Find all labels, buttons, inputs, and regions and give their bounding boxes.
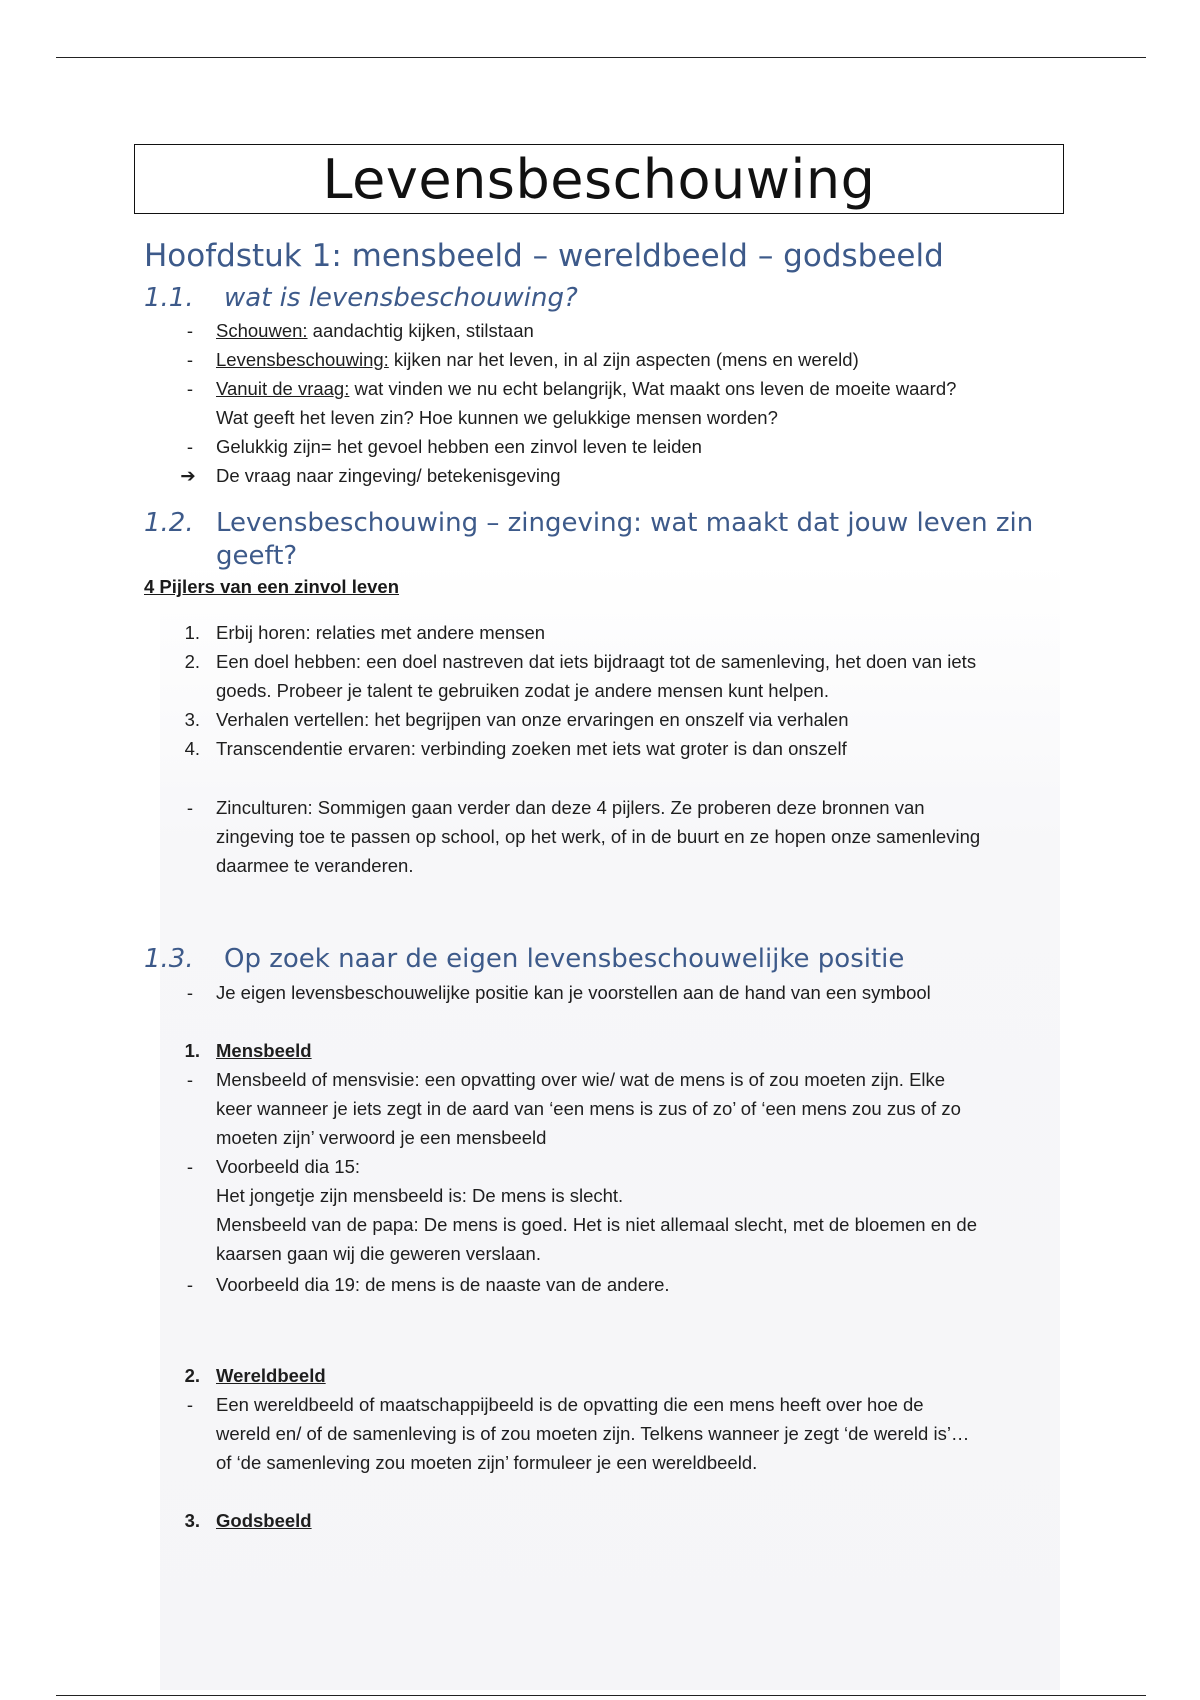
part-title: Wereldbeeld: [216, 1365, 326, 1386]
numbered-item: [184, 734, 1056, 763]
item-number: 1.: [184, 622, 200, 643]
item-number: 4.: [184, 738, 200, 759]
item-text: Verhalen vertellen: het begrijpen van onze ervaringen en onszelf via verhalen: [216, 709, 849, 730]
term: Levensbeschouwing:: [216, 349, 389, 370]
section-number: 1.1.: [144, 283, 194, 313]
item-text: Transcendentie ervaren: verbinding zoeken met iets wat groter is dan onszelf: [216, 738, 847, 759]
list-item: [186, 978, 1056, 1007]
part-title: Godsbeeld: [216, 1510, 312, 1531]
conclusion: De vraag naar zingeving/ betekenisgeving: [216, 465, 561, 486]
dash-marker: -: [186, 797, 194, 818]
definition: Gelukkig zijn= het gevoel hebben een zinvol leven te leiden: [216, 436, 702, 457]
pillars-subheading: 4 Pijlers van een zinvol leven: [144, 576, 400, 597]
item-text: zingeving toe te passen op school, op het werk, of in de buurt en ze hopen onze samenleving: [216, 826, 981, 847]
numbered-item: [184, 705, 1056, 734]
section-title: [216, 507, 1096, 573]
item-text: goeds. Probeer je talent te gebruiken zodat je andere mensen kunt helpen.: [216, 680, 829, 701]
list-item: [186, 1270, 1056, 1299]
list-item: [186, 1065, 1056, 1152]
item-text: Voorbeeld dia 15:: [216, 1156, 361, 1177]
item-text: keer wanneer je iets zegt in de aard van ‘een mens is zus of zo’ of ‘een mens zou zus of zo: [216, 1098, 961, 1119]
dash-marker: -: [186, 436, 194, 457]
arrow-icon: ➔: [180, 465, 196, 486]
definition: aandachtig kijken, stilstaan: [307, 320, 534, 341]
item-text: moeten zijn’ verwoord je een mensbeeld: [216, 1127, 547, 1148]
definition: kijken nar het leven, in al zijn aspecten (mens en wereld): [388, 349, 859, 370]
numbered-item: [184, 1361, 1056, 1390]
list-item: [186, 793, 1056, 880]
list-item: [186, 1152, 1056, 1268]
section-number: 1.2.: [144, 508, 194, 538]
dash-marker: -: [186, 1069, 194, 1090]
list-item: [186, 1390, 1056, 1477]
term: Vanuit de vraag:: [216, 378, 350, 399]
bottom-rule: [56, 1695, 1146, 1696]
dash-marker: -: [186, 1394, 194, 1415]
item-text: Zinculturen: Sommigen gaan verder dan deze 4 pijlers. Ze proberen deze bronnen van: [216, 797, 925, 818]
list-item: [180, 461, 1056, 490]
numbered-item: [184, 618, 1056, 647]
dash-marker: -: [186, 982, 194, 1003]
dash-marker: -: [186, 1156, 194, 1177]
definition: wat vinden we nu echt belangrijk, Wat maakt ons leven de moeite waard?: [349, 378, 957, 399]
dash-marker: -: [186, 378, 194, 399]
item-text: Erbij horen: relaties met andere mensen: [216, 622, 546, 643]
item-number: 1.: [184, 1040, 200, 1061]
section-title: Op zoek naar de eigen levensbeschouwelijke positie: [224, 944, 905, 974]
dash-marker: -: [186, 320, 194, 341]
section-title-line: geeft?: [216, 541, 298, 571]
part-title: Mensbeeld: [216, 1040, 312, 1061]
item-text: Mensbeeld van de papa: De mens is goed. Het is niet allemaal slecht, met de bloemen en de: [216, 1214, 978, 1235]
item-text: of ‘de samenleving zou moeten zijn’ formuleer je een wereldbeeld.: [216, 1452, 758, 1473]
section-number: 1.3.: [144, 944, 194, 974]
item-number: 3.: [184, 1510, 200, 1531]
item-text: daarmee te veranderen.: [216, 855, 414, 876]
chapter-heading: Hoofdstuk 1: mensbeeld – wereldbeeld – godsbeeld: [144, 238, 944, 274]
item-text: Een doel hebben: een doel nastreven dat iets bijdraagt tot de samenleving, het doen van iets: [216, 651, 977, 672]
item-text: Mensbeeld of mensvisie: een opvatting over wie/ wat de mens is of zou moeten zijn. Elke: [216, 1069, 946, 1090]
list-item: [186, 432, 1056, 461]
item-number: 2.: [184, 1365, 200, 1386]
list-item: [186, 316, 1056, 345]
item-text: wereld en/ of de samenleving is of zou moeten zijn. Telkens wanneer je zegt ‘de wereld is’…: [216, 1423, 970, 1444]
item-text: Je eigen levensbeschouwelijke positie kan je voorstellen aan de hand van een symbool: [216, 982, 931, 1003]
numbered-item: [184, 1036, 1056, 1065]
top-rule: [56, 57, 1146, 58]
item-number: 3.: [184, 709, 200, 730]
item-text: Een wereldbeeld of maatschappijbeeld is de opvatting die een mens heeft over hoe de: [216, 1394, 924, 1415]
item-text: Het jongetje zijn mensbeeld is: De mens is slecht.: [216, 1185, 624, 1206]
term: Schouwen:: [216, 320, 308, 341]
numbered-item: [184, 1506, 1056, 1535]
item-number: 2.: [184, 651, 200, 672]
section-title: wat is levensbeschouwing?: [224, 283, 578, 313]
section-title-line: Levensbeschouwing – zingeving: wat maakt dat jouw leven zin: [216, 508, 1034, 538]
definition-continued: Wat geeft het leven zin? Hoe kunnen we gelukkige mensen worden?: [216, 407, 778, 428]
list-item: [186, 374, 1056, 432]
item-text: kaarsen gaan wij die geweren verslaan.: [216, 1243, 541, 1264]
list-item: [186, 345, 1056, 374]
document-title: Levensbeschouwing: [134, 144, 1064, 214]
dash-marker: -: [186, 349, 194, 370]
numbered-item: [184, 647, 1056, 705]
dash-marker: -: [186, 1274, 194, 1295]
item-text: Voorbeeld dia 19: de mens is de naaste van de andere.: [216, 1274, 670, 1295]
